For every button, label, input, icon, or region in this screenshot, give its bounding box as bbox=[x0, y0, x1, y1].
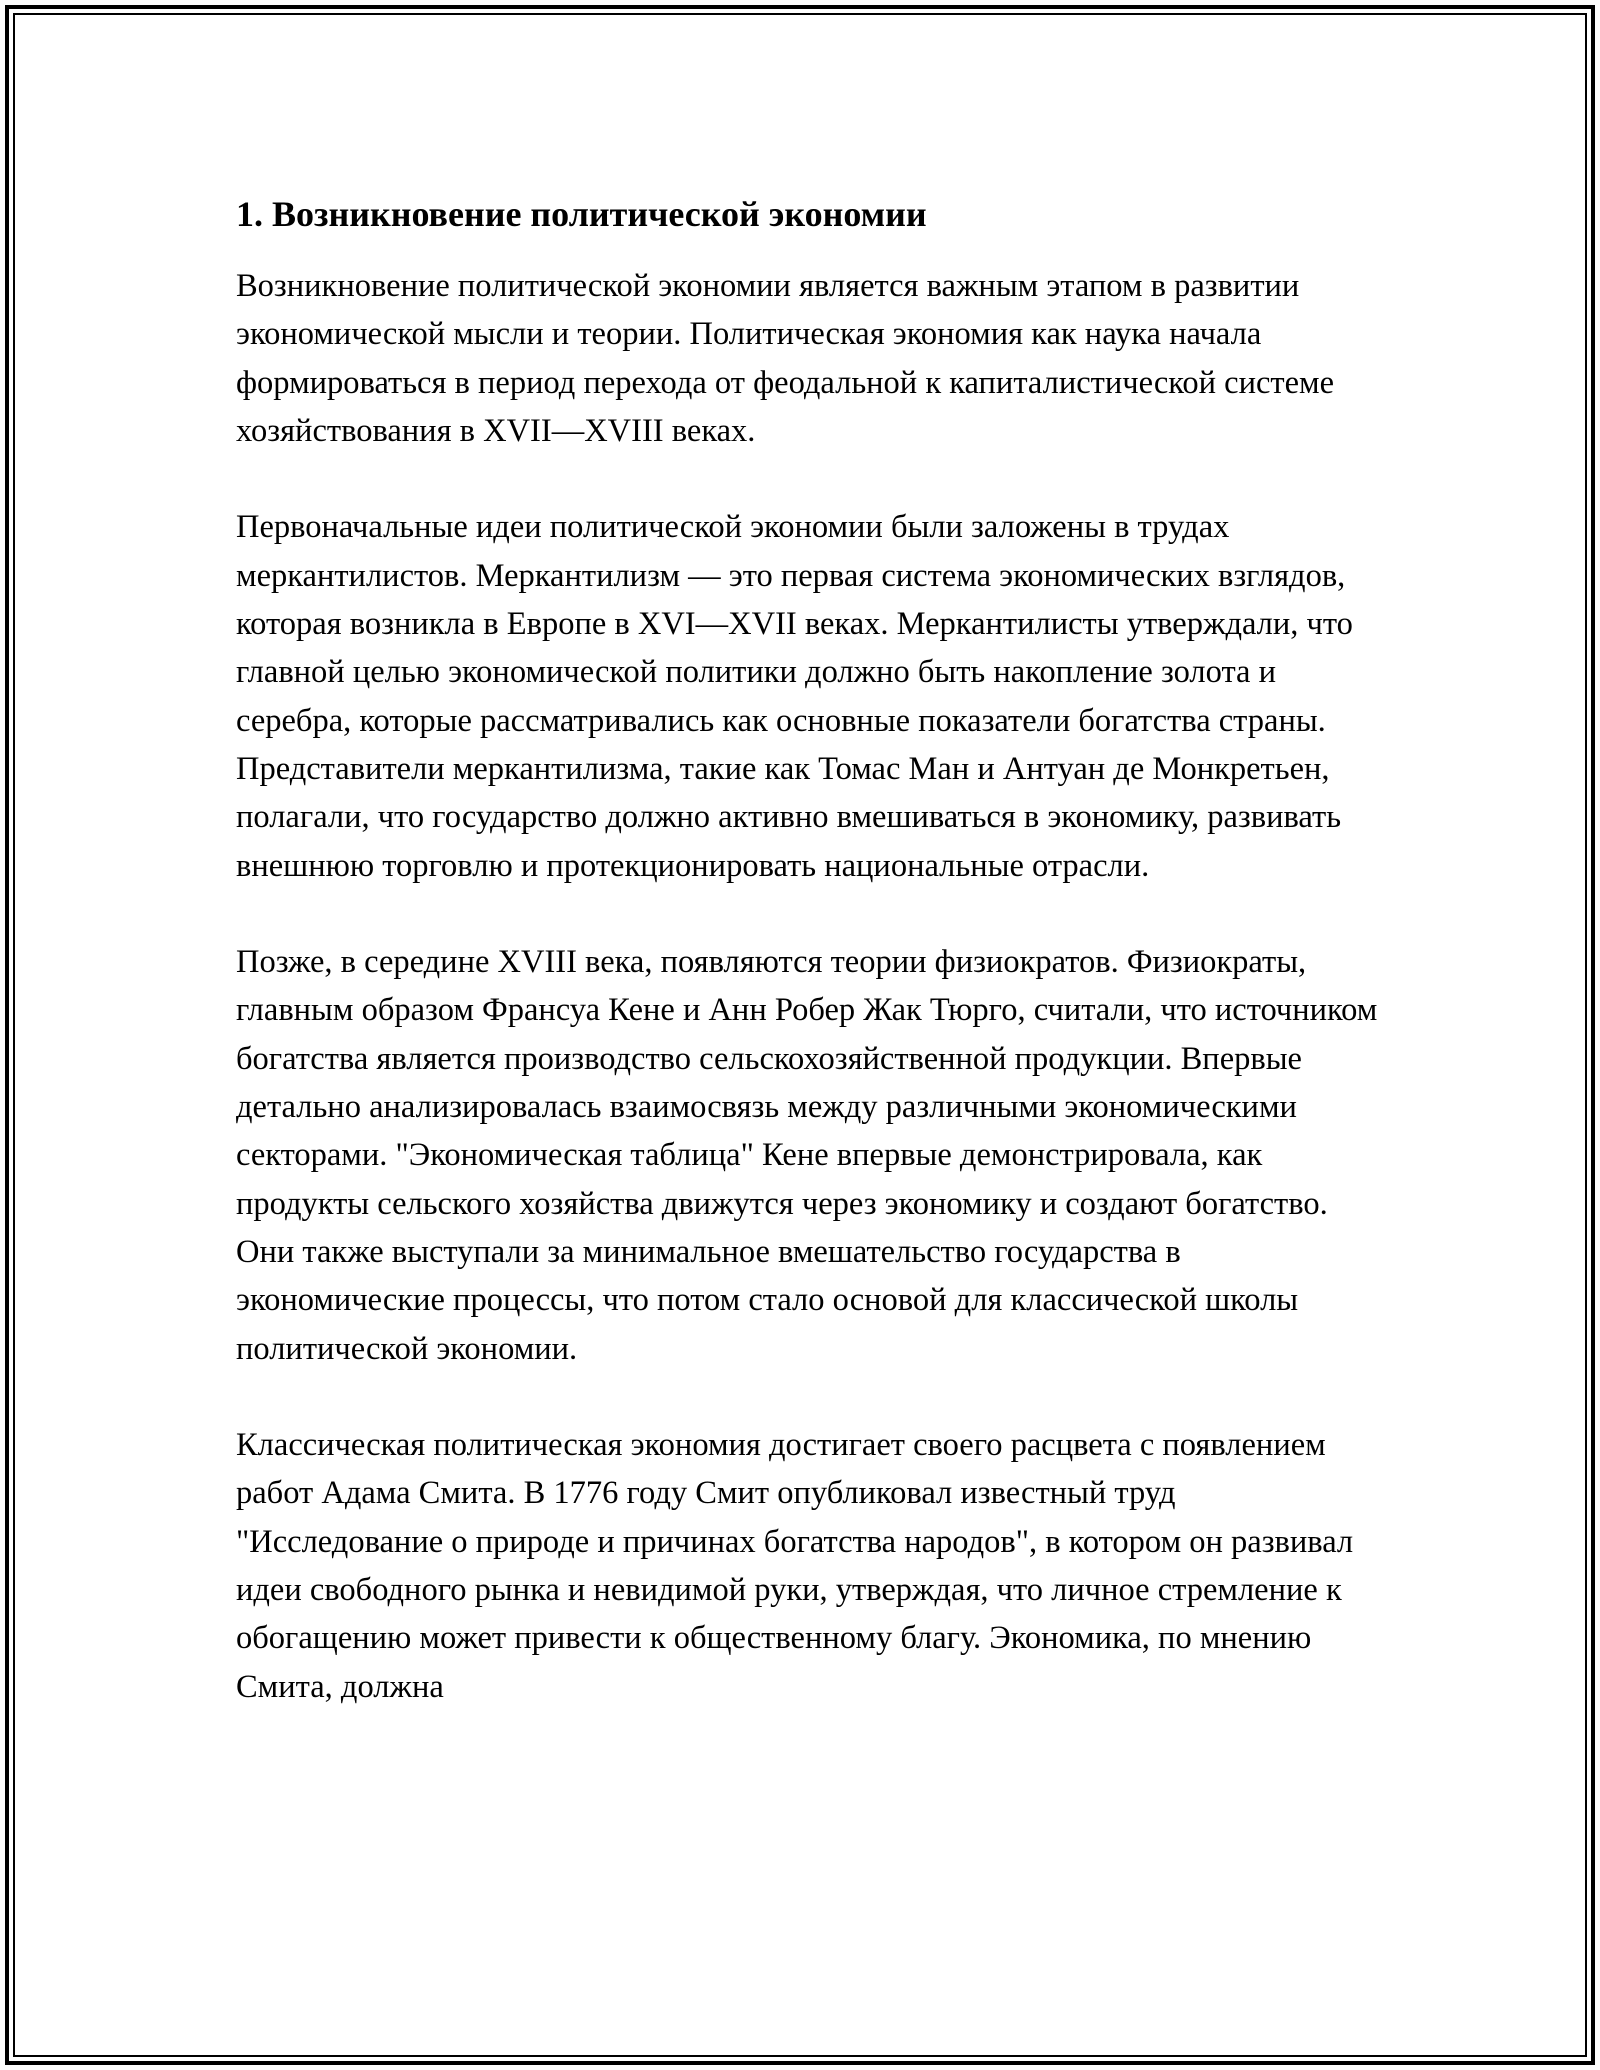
document-body bbox=[236, 186, 1386, 1759]
paragraph-1: Возникновение политической экономии является важным этапом в развитии экономической мысли и теории. Политическая экономия как наука начала формироваться в период перехода от феодальной к капиталистической системе хозяйствования в XVII—XVIII веках. bbox=[236, 268, 1335, 449]
section-heading: 1. Возникновение политической экономии bbox=[236, 194, 927, 234]
paragraph-2: Первоначальные идеи политической экономии были заложены в трудах меркантилистов. Меркантилизм — это первая система экономических взглядов, которая возникла в Европе в XVI—XVII веках. Меркантилисты утверждали, что главной целью экономической политики должно быть накопление золота и серебра, которые рассматривались как основные показатели богатства страны. Представители меркантилизма, такие как Томас Ман и Антуан де Монкретьен, полагали, что государство должно активно вмешиваться в экономику, развивать внешнюю торговлю и протекционировать национальные отрасли. bbox=[236, 509, 1353, 884]
paragraph-3: Позже, в середине XVIII века, появляются теории физиократов. Физиократы, главным образом Франсуа Кене и Анн Робер Жак Тюрго, считали, что источником богатства является производство сельскохозяйственной продукции. Впервые детально анализировалась взаимосвязь между различными экономическими секторами. "Экономическая таблица" Кене впервые демонстрировала, как продукты сельского хозяйства движутся через экономику и создают богатство. Они также выступали за минимальное вмешательство государства в экономические процессы, что потом стало основой для классической школы политической экономии. bbox=[236, 944, 1378, 1367]
paragraph-4: Классическая политическая экономия достигает своего расцвета с появлением работ Адама Смита. В 1776 году Смит опубликовал известный труд "Исследование о природе и причинах богатства народов", в котором он развивал идеи свободного рынка и невидимой руки, утверждая, что личное стремление к обогащению может привести к общественному благу. Экономика, по мнению Смита, должна bbox=[236, 1427, 1354, 1705]
